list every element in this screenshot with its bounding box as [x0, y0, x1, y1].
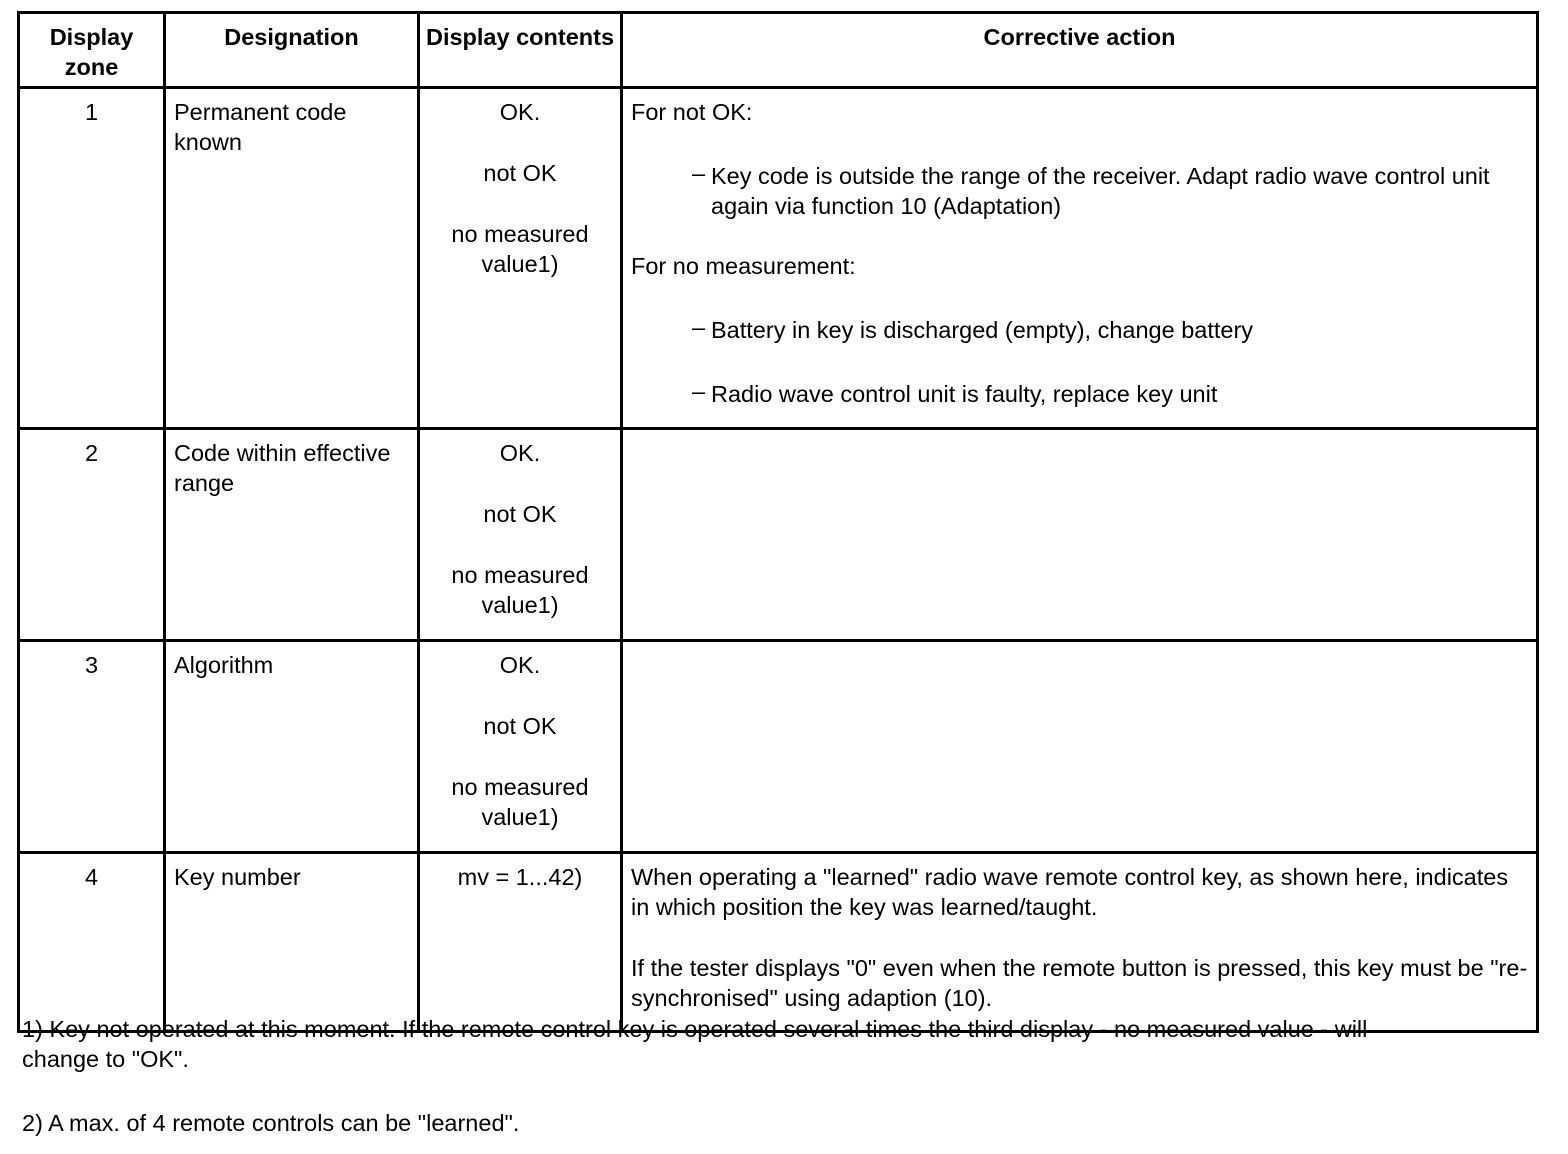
footnotes — [22, 1014, 1442, 1138]
bullet-item — [631, 161, 1528, 221]
content-value: OK. — [499, 440, 541, 466]
table-row — [19, 641, 1538, 853]
footnote-1: 1) Key not operated at this moment. If the remote control key is operated several times the third display - no measured value - will change to "OK". — [22, 1016, 1368, 1072]
table-header-row — [19, 13, 1538, 88]
designation-cell: Algorithm — [165, 641, 419, 853]
action-cell — [622, 641, 1538, 853]
not-ok-heading: For not OK: — [631, 99, 753, 125]
content-value: not OK — [483, 160, 557, 186]
contents-cell — [419, 429, 622, 641]
contents-cell — [419, 853, 622, 1032]
action-cell — [622, 429, 1538, 641]
dash-bullet-icon: – — [692, 314, 706, 340]
bullet-item — [631, 379, 1528, 409]
zone-cell: 2 — [19, 429, 165, 641]
no-measurement-heading: For no measurement: — [631, 253, 856, 279]
header-designation: Designation — [165, 13, 419, 88]
action-cell — [622, 853, 1538, 1032]
table-row — [19, 429, 1538, 641]
action-paragraph: When operating a "learned" radio wave remote control key, as shown here, indicates in which position the key was learned/taught. — [631, 864, 1509, 920]
dash-bullet-icon: – — [692, 160, 706, 186]
designation-cell: Permanent code known — [165, 88, 419, 429]
table-row — [19, 853, 1538, 1032]
content-value: mv = 1...42) — [457, 864, 583, 890]
content-value: no measured value1) — [451, 562, 589, 618]
content-value: not OK — [483, 713, 557, 739]
header-display-contents: Display contents — [419, 13, 622, 88]
content-value: not OK — [483, 501, 557, 527]
designation-cell: Code within effective range — [165, 429, 419, 641]
content-value: no measured value1) — [451, 774, 589, 830]
content-value: OK. — [499, 652, 541, 678]
bullet-item — [631, 315, 1528, 345]
content-value: OK. — [499, 99, 541, 125]
bullet-text: Radio wave control unit is faulty, replace key unit — [711, 381, 1218, 407]
header-display-zone: Display zone — [19, 13, 165, 88]
display-zone-table — [17, 11, 1539, 1033]
table-row — [19, 88, 1538, 429]
dash-bullet-icon: – — [692, 378, 706, 404]
footnote-2: 2) A max. of 4 remote controls can be "learned". — [22, 1110, 520, 1136]
zone-cell: 4 — [19, 853, 165, 1032]
bullet-text: Battery in key is discharged (empty), change battery — [711, 317, 1254, 343]
bullet-text: Key code is outside the range of the receiver. Adapt radio wave control unit again via function 10 (Adaptation) — [711, 163, 1490, 219]
zone-cell: 3 — [19, 641, 165, 853]
action-cell — [622, 88, 1538, 429]
contents-cell — [419, 88, 622, 429]
action-paragraph: If the tester displays "0" even when the remote button is pressed, this key must be "re-synchronised" using adaption (10). — [631, 955, 1528, 1011]
header-corrective-action: Corrective action — [622, 13, 1538, 88]
content-value: no measured value1) — [451, 221, 589, 277]
contents-cell — [419, 641, 622, 853]
designation-cell: Key number — [165, 853, 419, 1032]
zone-cell: 1 — [19, 88, 165, 429]
